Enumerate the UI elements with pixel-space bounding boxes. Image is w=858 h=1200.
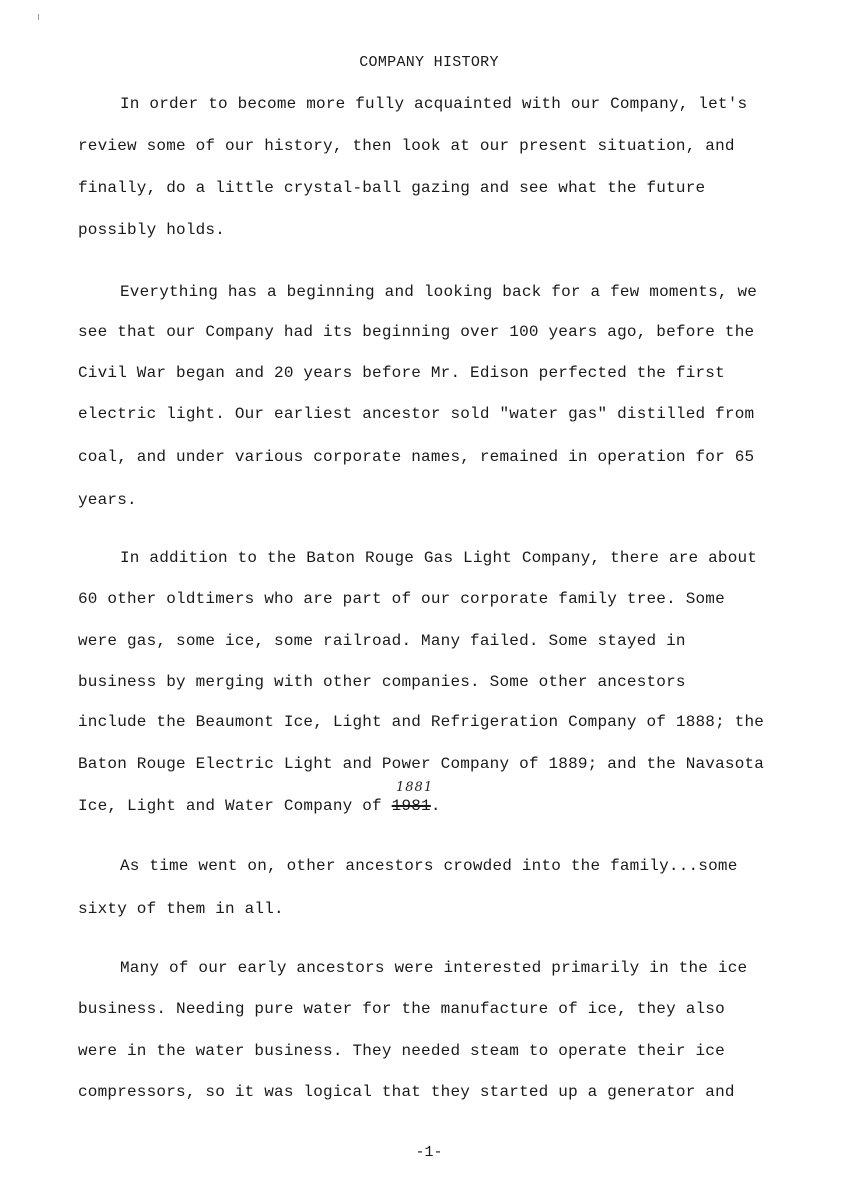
text-line: business by merging with other companies. Some other ancestors (78, 673, 686, 691)
page-number: -1- (415, 1144, 443, 1161)
text-line: were in the water business. They needed steam to operate their ice (78, 1042, 725, 1060)
text-line-corrected (78, 797, 441, 815)
text-line: In addition to the Baton Rouge Gas Light Company, there are about (120, 549, 758, 567)
text-line: As time went on, other ancestors crowded into the family...some (120, 857, 738, 875)
handwritten-correction: 1881 (396, 780, 434, 795)
text-line: were gas, some ice, some railroad. Many failed. Some stayed in (78, 632, 686, 650)
struck-year: 1981 (391, 797, 431, 815)
text-line: Everything has a beginning and looking back for a few moments, we (120, 283, 758, 301)
text-line: coal, and under various corporate names, remained in operation for 65 (78, 448, 755, 466)
text-segment: Ice, Light and Water Company of (78, 797, 392, 815)
text-line: include the Beaumont Ice, Light and Refrigeration Company of 1888; the (78, 713, 765, 731)
text-line: sixty of them in all. (78, 900, 284, 918)
text-line: Many of our early ancestors were interested primarily in the ice (120, 959, 748, 977)
text-line: years. (78, 491, 137, 509)
text-line: review some of our history, then look at our present situation, and (78, 137, 735, 155)
text-line: electric light. Our earliest ancestor sold "water gas" distilled from (78, 405, 755, 423)
page-title: COMPANY HISTORY (359, 54, 499, 71)
text-line: see that our Company had its beginning over 100 years ago, before the (78, 323, 755, 341)
text-line: Baton Rouge Electric Light and Power Company of 1889; and the Navasota (78, 755, 765, 773)
scan-mark (38, 14, 39, 20)
text-line: possibly holds. (78, 221, 226, 239)
text-line: Civil War began and 20 years before Mr. Edison perfected the first (78, 364, 725, 382)
text-line: 60 other oldtimers who are part of our corporate family tree. Some (78, 590, 725, 608)
text-line: In order to become more fully acquainted with our Company, let's (120, 95, 748, 113)
text-segment: . (430, 797, 441, 815)
text-line: compressors, so it was logical that they started up a generator and (78, 1083, 735, 1101)
text-line: business. Needing pure water for the manufacture of ice, they also (78, 1000, 725, 1018)
text-line: finally, do a little crystal-ball gazing and see what the future (78, 179, 706, 197)
